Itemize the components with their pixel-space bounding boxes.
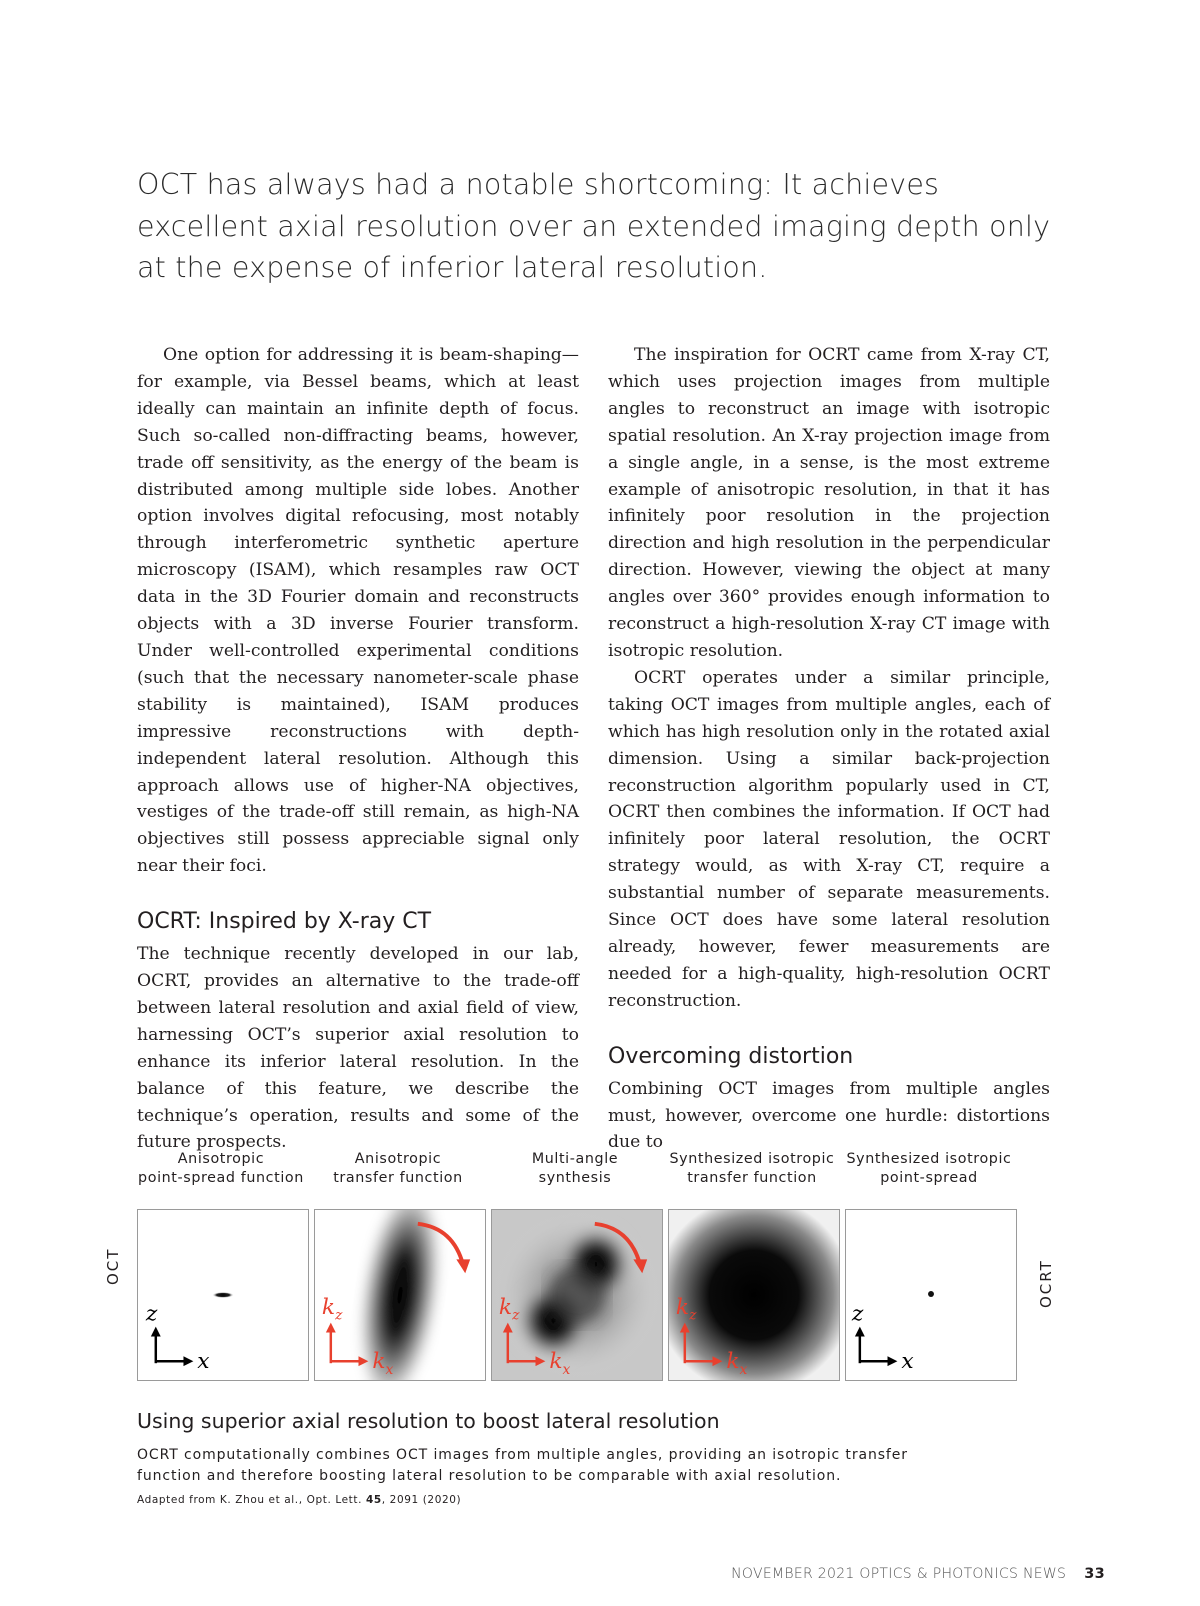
page-footer [731, 1566, 1105, 1582]
section-heading-distortion: Overcoming distortion [608, 1043, 854, 1069]
section-heading-ocrt: OCRT: Inspired by X-ray CT [137, 909, 432, 935]
axis-z: z [851, 1301, 864, 1327]
right-paragraph-3: Combining OCT images from multiple angles must, however, overcome one hurdle: distortions due to [608, 1078, 1050, 1153]
panel-title-transfer [308, 1150, 488, 1188]
right-paragraph-2: OCRT operates under a similar principle, taking OCT images from multiple angles, each of which has high resolution only in the rotated axial dimension. Using a similar back-projection reconstruction algorithm popularly used in CT, OCRT then combines the information. If OCT had infinitely poor lateral resolution, the OCRT strategy would, as with X-ray CT, require a substantial number of separate measurements. Since OCT does have some lateral resolution already, however, fewer measurements are needed for a high-quality, high-resolution OCRT reconstruction. [608, 667, 1050, 1011]
figure-caption: OCRT computationally combines OCT images from multiple angles, providing an isotropic transfer function and therefore boosting lateral resolution to be comparable with axial resolution. [137, 1447, 908, 1484]
svg-text:kx: $k_x$ [726, 1349, 748, 1379]
panel-title-line1: Synthesized isotropic [846, 1151, 1012, 1167]
figure-heading: Using superior axial resolution to boost lateral resolution [137, 1409, 720, 1433]
panel-title-psf [131, 1150, 311, 1188]
axis-kx: k [372, 1349, 386, 1375]
svg-text:kx: $k_x$ [549, 1349, 571, 1379]
page-number: 33 [1084, 1566, 1105, 1582]
panel-title-synthesis [485, 1150, 665, 1188]
panel-title-line2: synthesis [538, 1170, 612, 1186]
panel-isotropic-psf [845, 1209, 1017, 1381]
panel-anisotropic-psf [137, 1209, 309, 1381]
right-column [608, 342, 1050, 1156]
publication-line: NOVEMBER 2021 OPTICS & PHOTONICS NEWS [731, 1566, 1067, 1582]
axis-kx: k [549, 1349, 563, 1375]
panel-title-iso-transfer [662, 1150, 842, 1188]
side-label-ocrt: OCRT [1037, 1259, 1055, 1308]
axis-kz: k [321, 1294, 336, 1320]
panel-isotropic-transfer [668, 1209, 840, 1381]
svg-text:kz: $k_z$ [321, 1294, 343, 1324]
panel-title-line1: Synthesized isotropic [669, 1151, 835, 1167]
svg-text:kz: $k_z$ [675, 1294, 697, 1324]
figure [0, 1150, 1200, 1490]
axis-kx: k [726, 1349, 740, 1375]
pull-quote: OCT has always had a notable shortcoming: It achieves excellent axial resolution over an extended imaging depth only at the expense of inferior lateral resolution. [137, 168, 1051, 284]
figure-credit: Adapted from K. Zhou et al., Opt. Lett. 45, 2091 (2020) [137, 1494, 462, 1506]
left-paragraph-1: One option for addressing it is beam-shaping—for example, via Bessel beams, which at least ideally can maintain an infinite depth of focus. Such so-called non-diffracting beams, however, trade off sensitivity, as the energy of the beam is distributed among multiple side lobes. Another option involves digital refocusing, most notably through interferometric synthetic aperture microscopy (ISAM), which resamples raw OCT data in the 3D Fourier domain and reconstructs objects with a 3D inverse Fourier transform. Under well-controlled experimental conditions (such that the necessary nanometer-scale phase stability is maintained), ISAM produces impressive reconstructions with depth-independent lateral resolution. Although this approach allows use of higher-NA objectives, vestiges of the trade-off still remain, as high-NA objectives still possess appreciable signal only near their foci. [137, 345, 579, 877]
panel-title-line2: point-spread function [138, 1170, 304, 1186]
left-column [137, 342, 579, 1156]
panel-anisotropic-transfer [314, 1209, 486, 1381]
svg-text:kz: $k_z$ [498, 1294, 520, 1324]
axis-x: x [901, 1349, 914, 1375]
right-paragraph-1: The inspiration for OCRT came from X-ray CT, which uses projection images from multiple angles to reconstruct an image with isotropic spatial resolution. An X-ray projection image from a single angle, in a sense, is the most extreme example of anisotropic resolution, in that it has infinitely poor resolution in the projection direction and high resolution in the perpendicular direction. However, viewing the object at many angles over 360° provides enough information to reconstruct a high-resolution X-ray CT image with isotropic resolution. [608, 345, 1050, 661]
left-paragraph-2: The technique recently developed in our lab, OCRT, provides an alternative to the trade-off between lateral resolution and axial field of view, harnessing OCT’s superior axial resolution to enhance its inferior lateral resolution. In the balance of this feature, we describe the technique’s operation, results and some of the future prospects. [137, 944, 579, 1153]
panel-title-line2: transfer function [687, 1170, 817, 1186]
axis-kz: k [498, 1294, 513, 1320]
panel-title-line2: point-spread [880, 1170, 978, 1186]
panel-title-iso-psf [839, 1150, 1019, 1188]
panel-multi-angle [491, 1209, 663, 1381]
panel-title-line2: transfer function [333, 1170, 463, 1186]
side-label-oct: OCT [104, 1247, 122, 1285]
axis-z: z [145, 1301, 158, 1327]
axis-kz: k [675, 1294, 690, 1320]
panel-title-line1: Multi-angle [531, 1151, 619, 1167]
panel-title-line1: Anisotropic [177, 1151, 265, 1167]
svg-text:kx: $k_x$ [372, 1349, 394, 1379]
axis-x: x [197, 1349, 210, 1375]
panel-title-line1: Anisotropic [354, 1151, 442, 1167]
